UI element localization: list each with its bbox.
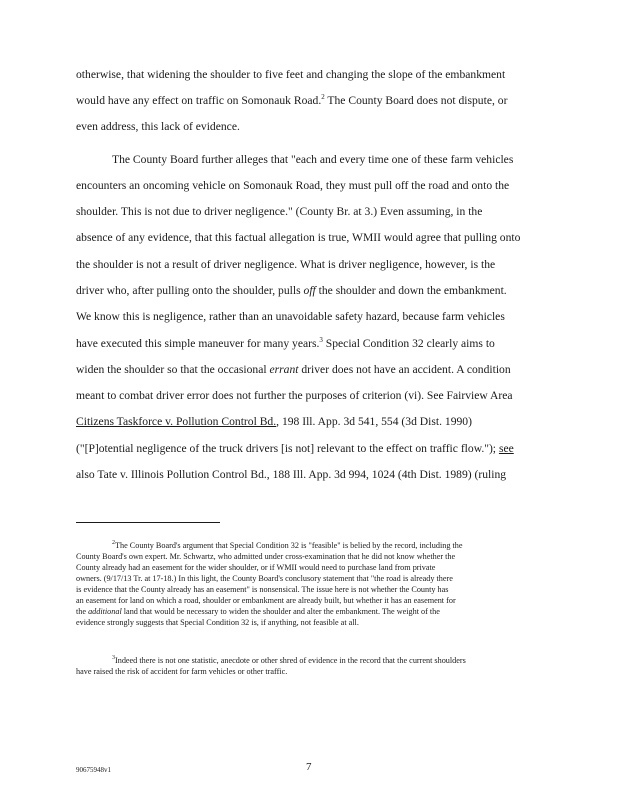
footnote-divider [76,522,220,523]
body-line: the shoulder is not a result of driver negligence. What is driver negligence, however, is the [76,258,496,271]
body-line: would have any effect on traffic on Somonauk Road.$^2$ The County Board does not dispute, or [76,93,508,107]
body-line: have executed this simple maneuver for many years.$^3$ Special Condition 32 clearly aims to [76,336,495,350]
document-id: 90675948v1 [76,766,111,774]
body-line: Citizens Taskforce v. Pollution Control Bd., 198 Ill. App. 3d 541, 554 (3d Dist. 1990) [76,415,472,428]
body-line: otherwise, that widening the shoulder to five feet and changing the slope of the embankment [76,68,506,81]
footnote-ref-2: 2 [321,93,325,101]
page-number: 7 [306,761,312,773]
body-line: We know this is negligence, rather than an unavoidable safety hazard, because farm vehicles [76,310,505,323]
body-line: ("[P]otential negligence of the truck drivers [is not] relevant to the effect on traffic flow."); see [76,442,514,455]
body-line: encounters an oncoming vehicle on Somonauk Road, they must pull off the road and onto the [76,179,510,192]
body-line: widen the shoulder so that the occasional errant driver does not have an accident. A condition [76,363,511,376]
body-line: absence of any evidence, that this factual allegation is true, WMII would agree that pulling onto [76,231,521,244]
body-line: The County Board further alleges that "each and every time one of these farm vehicles [112,153,514,166]
body-line: shoulder. This is not due to driver negligence." (County Br. at 3.) Even assuming, in the [76,205,483,218]
body-line: driver who, after pulling onto the shoulder, pulls off the shoulder and down the embankment. [76,284,507,297]
body-line: also Tate v. Illinois Pollution Control Bd., 188 Ill. App. 3d 994, 1024 (4th Dist. 1989) (ruling [76,468,507,481]
body-line: even address, this lack of evidence. [76,120,240,133]
case-citation: Citizens Taskforce v. Pollution Control Bd. [76,415,277,428]
footnote-ref-3: 3 [319,336,323,344]
body-line: meant to combat driver error does not further the purposes of criterion (vi). See Fairview Area [76,389,513,402]
